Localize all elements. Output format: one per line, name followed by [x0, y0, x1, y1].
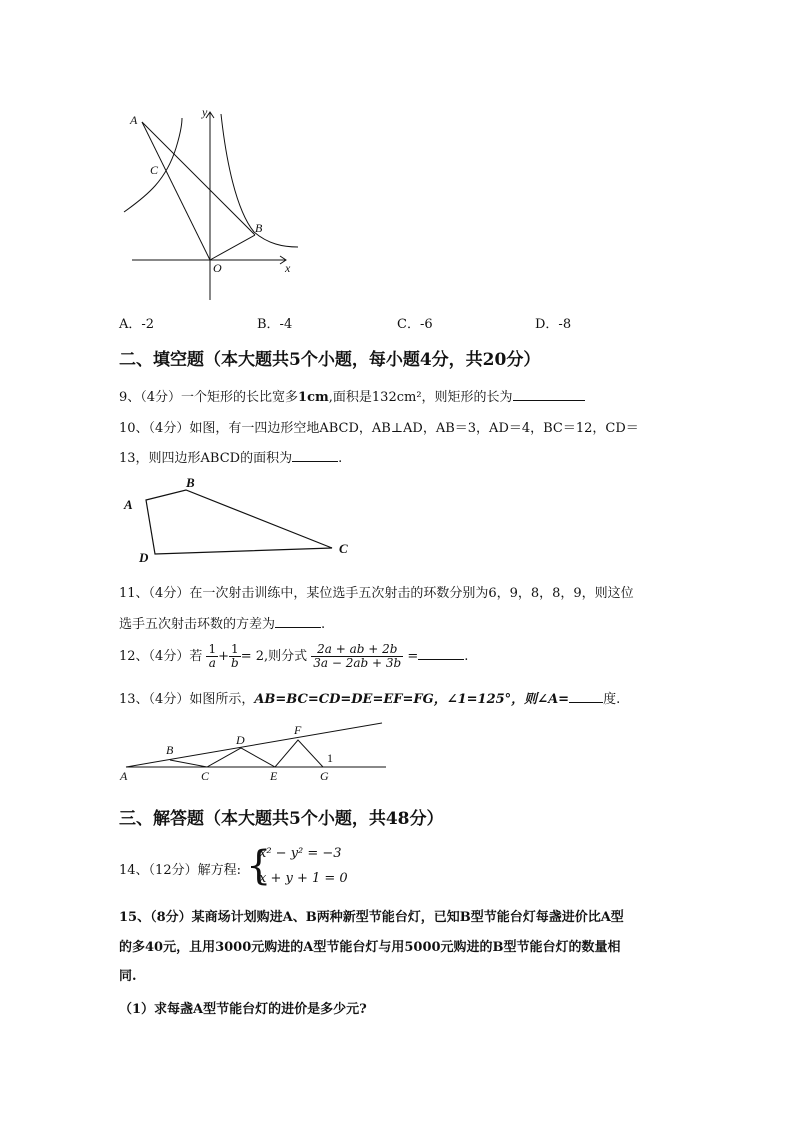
q9-bold: 1cm [298, 390, 329, 405]
q12-fraction-1 [206, 643, 218, 670]
segment-AO [142, 122, 210, 260]
graph-figure [118, 100, 308, 305]
zig-label-F: F [294, 723, 302, 737]
q12-f3-den: 3a − 2ab + 3b [313, 656, 402, 670]
segment-AB [142, 122, 255, 235]
q10-line2-post: . [338, 451, 343, 466]
q12-f1-num: 1 [208, 642, 217, 656]
q12-post: . [464, 649, 469, 664]
q10-line2-pre: 13，则四边形ABCD的面积为 [119, 451, 293, 466]
zigzag-figure [116, 716, 388, 788]
label-y: y [202, 105, 208, 119]
q12-eq: = [407, 649, 419, 664]
question-15-line1: 15、（8分）某商场计划购进A、B两种新型节能台灯，已知B型节能台灯每盏进价比A型 [119, 910, 624, 925]
q12-mid: = 2,则分式 [240, 649, 308, 664]
label-x: x [285, 261, 291, 275]
q10-answer-blank [292, 449, 338, 462]
q12-pre: 12、（4分）若 [119, 649, 203, 664]
label-B: B [255, 221, 263, 235]
q13-post: 度. [603, 692, 621, 707]
question-14-label: 14、（12分）解方程: [119, 863, 241, 878]
question-11-line1: 11、（4分）在一次射击训练中，某位选手五次射击的环数分别为6，9，8，8，9，则这位 [119, 586, 634, 601]
q11-line2-post: . [321, 617, 326, 632]
option-a: A．-2 [119, 317, 155, 332]
question-9 [119, 386, 585, 405]
question-15-line3: 同. [119, 969, 137, 984]
q12-plus: + [218, 649, 230, 664]
q14-brace: { [246, 843, 272, 889]
quad-label-B: B [186, 475, 195, 490]
question-10-line2 [119, 447, 342, 466]
question-13 [119, 688, 620, 707]
q12-f2-num: 1 [229, 643, 241, 657]
zig-label-D: D [236, 733, 245, 747]
question-10-line1: 10、（4分）如图，有一四边形空地ABCD，AB⊥AD，AB＝3，AD＝4，BC＝12，CD＝ [119, 421, 639, 436]
q11-answer-blank [275, 615, 321, 628]
option-c: C．-6 [397, 317, 433, 332]
q12-fraction-3 [311, 643, 403, 670]
q9-pre: 9、（4分）一个矩形的长比宽多 [119, 390, 299, 405]
q12-fraction-2 [229, 643, 241, 670]
segment-OB [210, 235, 255, 260]
option-b: B．-4 [257, 317, 293, 332]
quad-label-C: C [339, 541, 348, 556]
q14-equation-2: x + y + 1 = 0 [259, 871, 348, 886]
question-12 [119, 643, 468, 670]
q11-line2-pre: 选手五次射击环数的方差为 [119, 617, 276, 632]
quadrilateral-figure [120, 472, 360, 570]
q13-cond: AB=BC=CD=DE=EF=FG，∠1=125°，则∠A= [254, 692, 570, 707]
zig-label-angle-1: 1 [327, 751, 333, 765]
label-A: A [130, 113, 138, 127]
zig-label-E: E [270, 769, 278, 783]
quadrilateral-abcd [146, 490, 332, 554]
question-15-sub1: （1）求每盏A型节能台灯的进价是多少元? [119, 1002, 367, 1017]
question-11-line2 [119, 613, 325, 632]
q9-mid: ,面积是132cm²，则矩形的长为 [328, 390, 513, 405]
q13-answer-blank [569, 690, 603, 703]
label-O: O [213, 261, 222, 275]
q13-pre: 13、（4分）如图所示， [119, 692, 255, 707]
q12-f3-num: 2a + ab + 2b [311, 643, 403, 657]
q14-equation-1: x² − y² = −3 [259, 846, 342, 861]
section-3-heading: 三、解答题（本大题共5个小题，共48分） [119, 809, 444, 829]
question-15-line2: 的多40元，且用3000元购进的A型节能台灯与用5000元购进的B型节能台灯的数量相 [119, 940, 621, 955]
option-d: D．-8 [535, 317, 572, 332]
section-2-heading: 二、填空题（本大题共5个小题，每小题4分，共20分） [119, 350, 541, 370]
label-C: C [150, 163, 159, 177]
zig-label-C: C [201, 769, 210, 783]
zig-label-A: A [120, 769, 128, 783]
quad-label-A: A [124, 497, 133, 512]
zigzag-path [170, 740, 323, 767]
upper-ray [126, 723, 382, 767]
zig-label-B: B [166, 743, 174, 757]
q12-f2-den: b [231, 656, 239, 670]
quad-label-D: D [139, 550, 149, 565]
q9-answer-blank [513, 388, 585, 401]
q12-answer-blank [418, 647, 464, 660]
zig-label-G: G [320, 769, 329, 783]
q12-f1-den: a [208, 656, 216, 670]
